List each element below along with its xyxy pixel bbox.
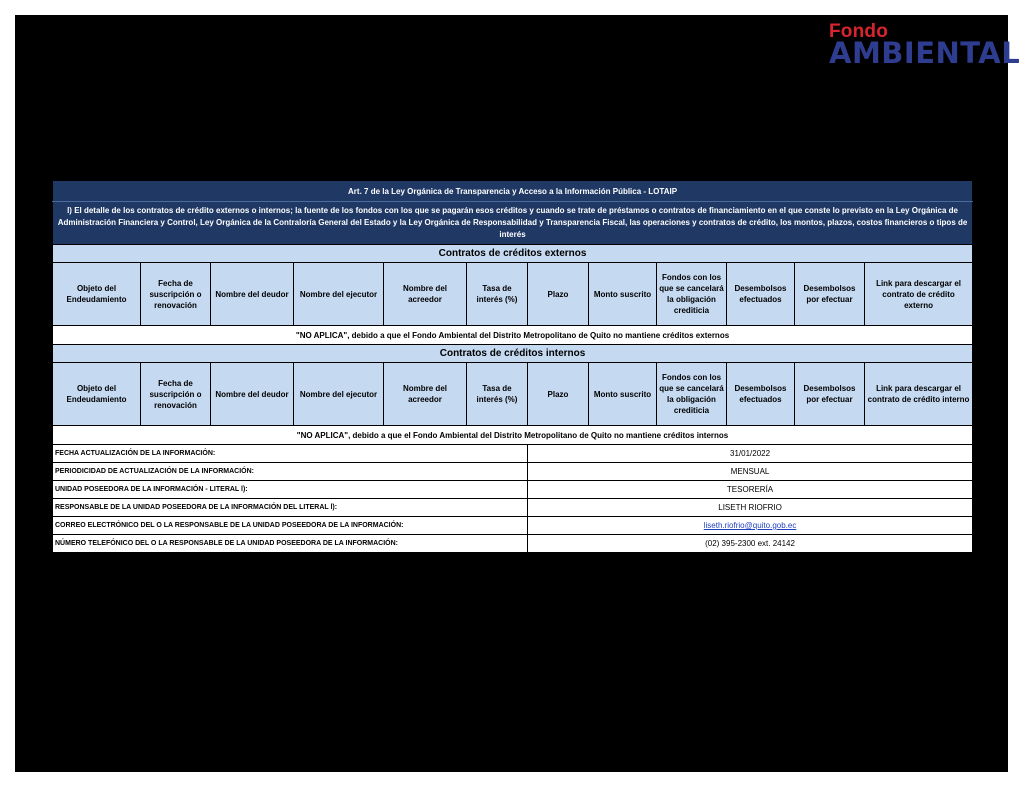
info-label: CORREO ELECTRÓNICO DEL O LA RESPONSABLE DE LA UNIDAD POSEEDORA DE LA INFORMACIÓN:: [53, 517, 528, 535]
column-header: Nombre del deudor: [211, 363, 294, 426]
info-label: UNIDAD POSEEDORA DE LA INFORMACIÓN - LITERAL l):: [53, 481, 528, 499]
logo-line-1: Fondo: [829, 21, 889, 42]
column-header: Objeto del Endeudamiento: [53, 263, 141, 326]
column-header: Plazo: [528, 263, 589, 326]
header-row-internal: [53, 363, 973, 426]
column-header: Plazo: [528, 363, 589, 426]
info-value-cell: TESORERÍA: [528, 481, 973, 499]
info-label: FECHA ACTUALIZACIÓN DE LA INFORMACIÓN:: [53, 445, 528, 463]
column-header: Fondos con los que se cancelará la obligación crediticia: [657, 363, 727, 426]
internal-note: "NO APLICA", debido a que el Fondo Ambiental del Distrito Metropolitano de Quito no mantiene créditos internos: [53, 426, 973, 445]
info-row: [53, 517, 973, 535]
info-value-cell: 31/01/2022: [528, 445, 973, 463]
column-header: Desembolsos efectuados: [727, 363, 795, 426]
info-row: [53, 499, 973, 517]
column-header: Desembolsos por efectuar: [795, 363, 865, 426]
info-value-cell: (02) 395-2300 ext. 24142: [528, 535, 973, 553]
column-header: Fecha de suscripción o renovación: [141, 363, 211, 426]
info-label: RESPONSABLE DE LA UNIDAD POSEEDORA DE LA INFORMACIÓN DEL LITERAL l):: [53, 499, 528, 517]
info-value-cell: MENSUAL: [528, 463, 973, 481]
email-link[interactable]: liseth.riofrio@quito.gob.ec: [703, 521, 797, 530]
info-label: NÚMERO TELEFÓNICO DEL O LA RESPONSABLE DE LA UNIDAD POSEEDORA DE LA INFORMACIÓN:: [53, 535, 528, 553]
header-row-external: [53, 263, 973, 326]
info-label: PERIODICIDAD DE ACTUALIZACIÓN DE LA INFORMACIÓN:: [53, 463, 528, 481]
column-header: Fondos con los que se cancelará la obligación crediticia: [657, 263, 727, 326]
column-header: Nombre del acreedor: [384, 363, 467, 426]
column-header: Objeto del Endeudamiento: [53, 363, 141, 426]
column-header: Link para descargar el contrato de crédito externo: [865, 263, 973, 326]
literal-description: l) El detalle de los contratos de crédito externos o internos; la fuente de los fondos con los que se pagarán esos créditos y cuando se trate de préstamos o contratos de financiamiento en el que conste lo previsto en la Ley Orgánica de Administración Financiera y Control, Ley Orgánica de la Contraloría General del Estado y la Ley Orgánica de Responsabilidad y Transparencia Fiscal, las operaciones y contratos de crédito, los montos, plazos, costos financieros o tipos de interés: [53, 202, 973, 245]
info-row: [53, 481, 973, 499]
column-header: Tasa de interés (%): [467, 363, 528, 426]
column-header: Nombre del acreedor: [384, 263, 467, 326]
info-row: [53, 535, 973, 553]
fondo-ambiental-logo: [829, 21, 1021, 70]
column-header: Nombre del deudor: [211, 263, 294, 326]
column-header: Monto suscrito: [589, 263, 657, 326]
info-row: [53, 445, 973, 463]
section-internal: Contratos de créditos internos: [53, 345, 973, 363]
column-header: Link para descargar el contrato de crédito interno: [865, 363, 973, 426]
info-value-cell: [528, 517, 973, 535]
table-title: Art. 7 de la Ley Orgánica de Transparencia y Acceso a la Información Pública - LOTAIP: [53, 181, 973, 202]
info-value-cell: LISETH RIOFRIO: [528, 499, 973, 517]
column-header: Desembolsos por efectuar: [795, 263, 865, 326]
column-header: Tasa de interés (%): [467, 263, 528, 326]
info-row: [53, 463, 973, 481]
section-external: Contratos de créditos externos: [53, 245, 973, 263]
column-header: Desembolsos efectuados: [727, 263, 795, 326]
column-header: Nombre del ejecutor: [294, 263, 384, 326]
logo-line-2: AMBIENTAL: [829, 36, 1021, 70]
lotaip-table: [52, 180, 973, 553]
column-header: Fecha de suscripción o renovación: [141, 263, 211, 326]
column-header: Nombre del ejecutor: [294, 363, 384, 426]
external-note: "NO APLICA", debido a que el Fondo Ambiental del Distrito Metropolitano de Quito no mantiene créditos externos: [53, 326, 973, 345]
column-header: Monto suscrito: [589, 363, 657, 426]
